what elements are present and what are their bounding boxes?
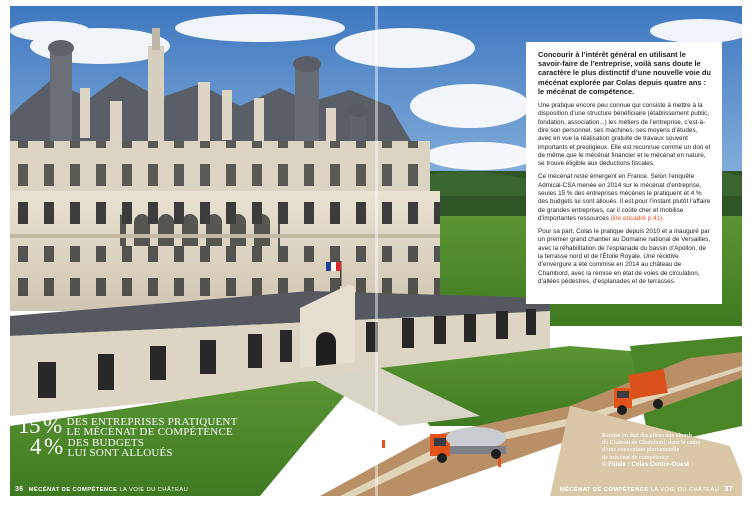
body-paragraph-1: Une pratique encore peu connue qui consiste à mettre à la disposition d’une structure bénéficiaire (établissement public, fondation, association...) les métiers de l’entreprise, c’est-à-dire son personnel, ses machines, ses moyens d’études, avec en vue la réalisation gratuite de travaux souvent importants et prestigieux. Elle est reconnue comme un don et de même que le mécénat financier et le mécénat en nature, se trouve éligible aux déductions fiscales. [538, 102, 711, 168]
stat-text-line: LUI SONT ALLOUÉS [67, 447, 173, 459]
intro-paragraph: Concourir à l’intérêt général en utilisant le savoir-faire de l’entreprise, voilà sans doute le caractère le plus distinctif d’une nouvelle voie du mécénat explorée par Colas depuis quatre ans : le mécénat de compétence. [538, 50, 711, 96]
stats-callout [18, 413, 238, 459]
page-number-right: 37 [724, 486, 733, 493]
caption-line: Remise en état des allées aux abords [602, 432, 693, 439]
photo-credit: © Filiale : Colas Centre-Ouest [602, 460, 690, 468]
folio-right [560, 486, 736, 493]
stat-text-line: LE MÉCÉNAT DE COMPÉTENCE [66, 426, 233, 438]
page-gutter [375, 6, 378, 496]
caption-line: de mécénat de compétence. [602, 453, 671, 461]
reference-link[interactable]: (lire encadré p.41). [610, 214, 664, 222]
stat-text-line: DES BUDGETS [67, 437, 145, 449]
folio-subsection-left: LA VOIE DU CHÂTEAU [119, 487, 189, 493]
folio-section-right: MÉCÉNAT DE COMPÉTENCE [559, 487, 649, 493]
stat-unit: % [44, 434, 63, 459]
folio-section-left: MÉCÉNAT DE COMPÉTENCE [28, 487, 118, 493]
stat-value: 15 [18, 413, 40, 438]
caption-line: du Château de Chambord, dans le cadre [602, 439, 701, 447]
stat-4-percent [18, 434, 238, 459]
photo-caption [602, 432, 736, 468]
article-text-box [526, 42, 722, 304]
folio-subsection-right: LA VOIE DU CHÂTEAU [650, 487, 720, 493]
body-paragraph-3: Pour sa part, Colas le pratique depuis 2010 et a inauguré par un premier grand chantier au Domaine national de Versailles, avec la réhabilitation de l’esplanade du bassin d’Apollon, de la terrasse nord et de l’Étoile Royale. Une récidive d’envergure a été commise en 2014 au château de Chambord, avec la remise en état de voies de circulation, d’allées pédestres, d’esplanades et de terrasses. [538, 228, 711, 285]
page-number-left: 36 [15, 486, 24, 493]
stat-text-line: DES ENTREPRISES PRATIQUENT [66, 416, 238, 428]
folio-left [12, 486, 188, 493]
caption-line: d’une convention pluriannuelle [602, 446, 680, 454]
stat-unit: % [43, 413, 62, 438]
body-paragraph-2-text: Ce mécénat reste émergent en France. Selon l’enquête Admical-CSA menée en 2014 sur le mécénat d’entreprise, seules 15 % des entreprises mécènes le pratiquent et 4 % des budgets lui sont alloués. Il est pour l’instant plutôt l’affaire de grandes entreprises, car il coûte cher et mobilise d’importantes ressources [538, 173, 711, 222]
body-paragraph-2 [538, 173, 712, 223]
stat-value: 4 [30, 434, 41, 459]
